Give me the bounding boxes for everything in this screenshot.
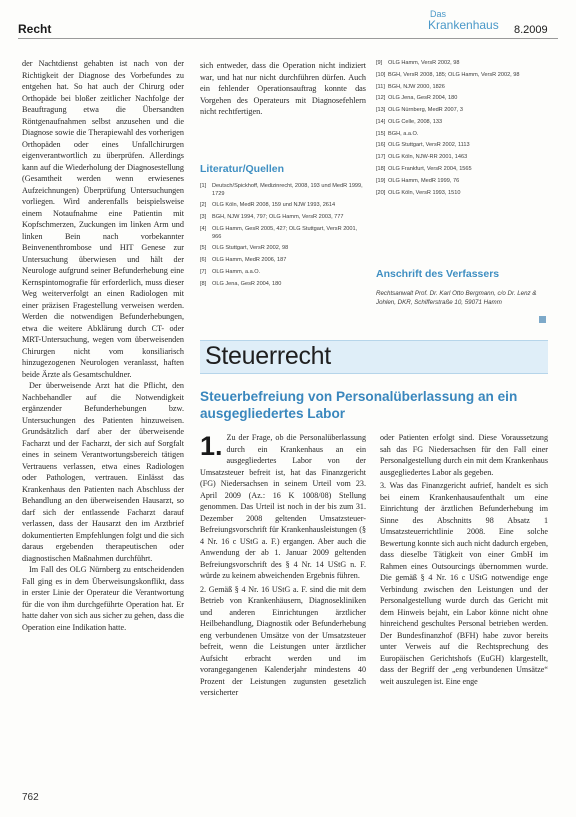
reference-item [200, 269, 365, 277]
reference-number: [7] [200, 268, 207, 275]
reference-number: [18] [376, 166, 386, 173]
reference-number: [1] [200, 183, 207, 189]
reference-text: OLG Hamm, a.a.O. [212, 268, 261, 275]
reference-number: [6] [200, 257, 207, 264]
address-title: Anschrift des Verfassers [376, 268, 500, 280]
reference-number: [3] [200, 214, 207, 221]
reference-item [376, 178, 546, 186]
paragraph: Zu der Frage, ob die Personalüberlassung durch ein Krankenhaus an ein ausgegliedertes Labor von der Umsatzsteuer befreit ist, hat das Finanzgericht (FG) Niedersachsen in seinem Urteil vom 23. April 2009 (Az.: 16 K 1008/08) Stellung genommen. Das Urteil ist noch in der bis zum 31. Dezember 2008 geltenden Umsatzsteuer-Befreiungsvorschrift für Krankenhausleistungen (§ 4 Nr. 16 c UStG a. F.) ergangen. Aber auch die Anwendung der ab 1. Januar 2009 geltenden Befreiungsvorschrift des § 4 Nr. 14 UStG n. F. würde zu keinem abweichenden Ergebnis führen. [200, 433, 366, 580]
article-dropcap: 1. [200, 432, 223, 461]
reference-text: OLG Hamm, MedR 2006, 187 [212, 257, 287, 264]
section-banner-title: Steuerrecht [205, 342, 331, 370]
magazine-logo-small: Das [430, 9, 447, 19]
reference-text: BGH, NJW 2000, 1826 [388, 83, 445, 90]
reference-text: BGH, NJW 1994, 797; OLG Hamm, VersR 2003, 777 [212, 214, 344, 221]
reference-number: [10] [376, 71, 386, 78]
reference-item [376, 190, 546, 198]
reference-text: OLG Köln, NJW-RR 2001, 1463 [388, 154, 468, 161]
reference-text: OLG Hamm, VersR 2002, 98 [388, 60, 460, 66]
article-column-1 [200, 432, 366, 790]
reference-text: OLG Hamm, MedR 1999, 76 [388, 177, 460, 184]
reference-item [200, 226, 365, 241]
reference-text: OLG Nürnberg, MedR 2007, 3 [388, 107, 463, 114]
reference-item [376, 72, 546, 80]
literature-title: Literatur/Quellen [200, 163, 285, 175]
paragraph: der Nachtdienst gehabten ist nach von der Richtigkeit der Diagnose des Vorbefundes zu entgehen hat. So hat auch der Chirurg oder Orthopäde bei bloßer zeitlicher Nachfolge der Beauftragung etwa die Übersandten Röntgenaufnahmen selbst anzusehen und die Diagnose sowie die Therapiewahl des vorherigen Orthopäden oder eines Unfallchirurgen eigenverantwortlich zu überprüfen. Allerdings kann auf die Wiederholung der Diagnosestellung (Gesamtheit werden wenn erwiesenes Aufzeichnungen) Überprüfung Untersuchungen vorliegen. Wird anderenfalls beispielsweise einem Notaufnahme eine Patientin mit Kopfschmerzen, Zuckungen im linken Arm und linken Bein nach vorbekannter Beinvenenthrombose und HIT Genese zur Untersuchung überwiesen und hält der Neurologe aufgrund seiner Befunderhebung eine Kernspintomografie für erforderlich, muss dieser Weg weiterverfolgt an einen Radiologen mit einer präzisen Fragestellung verweisen werden. Werden die notwendigen Befunderhebungen, etwa die weitere Abklärung durch CT- oder MRT-Untersuchung, wegen vom überweisenden Chirurgen nicht vom konsiliarisch hinzugezogenen Neurologen veranlasst, haften beide Ärzte als Gesamtschuldner. [22, 59, 184, 379]
literature-list [200, 183, 365, 292]
reference-text: OLG Köln, MedR 2008, 159 und NJW 1993, 2614 [212, 202, 336, 209]
reference-text: OLG Jena, GesR 2004, 180 [388, 95, 458, 102]
paragraph: sich entweder, dass die Operation nicht indiziert war, und hat nur nicht durchführen dürfen. Auch ein fehlender Operationsauftrag konnte das Vorgehen des Operateurs mit Diagnosefehlern nicht rechtfertigen. [200, 61, 366, 116]
reference-text: BGH, VersR 2008, 185; OLG Hamm, VersR 2002, 98 [388, 71, 520, 78]
body-column-2 [200, 60, 366, 140]
magazine-logo [428, 10, 499, 31]
reference-item [200, 245, 365, 253]
reference-text: OLG Celle, 2008, 133 [388, 118, 443, 125]
reference-text: BGH, a.a.O. [388, 130, 419, 137]
end-mark-icon [539, 316, 546, 323]
reference-text: OLG Hamm, GesR 2005, 427; OLG Stuttgart, VersR 2001, 966 [212, 225, 358, 240]
reference-number: [11] [376, 83, 385, 90]
reference-item [376, 166, 546, 174]
author-address: Rechtsanwalt Prof. Dr. Karl Otto Bergmann, c/o Dr. Lenz & Johlen, DKR, Schifferstraße 10, 59071 Hamm [376, 290, 537, 306]
reference-number: [19] [376, 177, 386, 184]
reference-text: OLG Jena, GesR 2004, 180 [212, 280, 282, 287]
paragraph: Im Fall des OLG Nürnberg zu entscheidenden Fall ging es in dem Überweisungskonflikt, dass in erster Linie der Operateur die Verantwortung für die von ihm durchgeführte Operation hat. Er hatte daher von sich aus sicher zu gehen, dass die Operation eine Indikation hatte. [22, 565, 184, 632]
article-headline: Steuerbefreiung von Personalüberlassung an ein ausgegliedertes Labor [200, 389, 518, 421]
reference-number: [4] [200, 225, 207, 232]
paragraph: 3. Was das Finanzgericht aufrief, handelt es sich bei einem Krankenhausaufenthalt um eine Einrichtung der ärztlichen Befunderhebung im Sinne des Abschnitts 98 Absatz 1 Umsatzsteuerrichtlinie 2008. Eine solche Bewertung konnte sich auch nicht dadurch ergeben, dass dieselbe Tätigkeit von einer GmbH im Rahmen eines Outsourcings übernommen wurde. Die gemäß § 4 Nr. 16 c UStG notwendige enge Verbindung zwischen den Leistungen und der Personalgestellung wurde durch das Gericht mit dem Hinweis bejaht, ein Labor könne nicht ohne hinreichend geschultes Personal betrieben werden. Der Bundesfinanzhof (BFH) habe zuvor bereits unter Verweis auf die Rechtsprechung des Europäischen Gerichtshofs (EuGH) klargestellt, dass der Begriff der „eng verbundenen Umsätze“ weit auszulegen ist. Eine enge [380, 481, 548, 686]
reference-text: OLG Köln, VersR 1993, 1510 [388, 189, 461, 196]
body-column-1 [22, 58, 184, 786]
reference-item [200, 214, 365, 222]
paragraph: Der überweisende Arzt hat die Pflicht, den Nachbehandler auf die Notwendigkeit ergänzender Befunderhebungen bzw. Untersuchungen des Patienten hinzuweisen. Grundsätzlich darf aber der überweisende Facharzt und der Facharzt, der sich auf Sorgfalt eines in seinem Verantwortungsbereich tätigen Vertrauens verlassen, etwa eines Radiologen oder Pathologen, vertrauen. Einlässt das Krankenhaus den Patienten nach Abschluss der Behandlung an den überweisenden Hausarzt, so darf sich der entlassende Facharzt darauf verlassen, dass der Hausarzt den im Arztbrief dokumentierten Empfehlungen folgt und die sich daraus ergebenden therapeutischen oder diagnostischen Maßnahmen durchführt. [22, 381, 184, 563]
section-label: Recht [18, 22, 52, 36]
reference-text: OLG Stuttgart, VersR 2002, 98 [212, 245, 289, 252]
magazine-logo-name: Krankenhaus [428, 18, 499, 32]
reference-item [376, 60, 546, 68]
reference-number: [12] [376, 95, 386, 102]
reference-number: [17] [376, 154, 386, 161]
reference-text: OLG Stuttgart, VersR 2002, 1113 [388, 142, 470, 149]
reference-number: [2] [200, 202, 207, 209]
reference-text: Deutsch/Spickhoff, Medizinrecht, 2008, 193 und MedR 1999, 1729 [212, 183, 363, 197]
reference-item [376, 131, 546, 139]
reference-number: [16] [376, 142, 386, 149]
reference-item [376, 84, 546, 92]
reference-item [200, 202, 365, 210]
header-rule [18, 38, 558, 39]
reference-number: [13] [376, 107, 386, 114]
reference-item [200, 281, 365, 289]
reference-item [376, 154, 546, 162]
reference-text: OLG Frankfurt, VersR 2004, 1565 [388, 166, 472, 173]
reference-item [200, 183, 365, 198]
article-column-2 [380, 432, 548, 790]
reference-number: [20] [376, 189, 386, 196]
reference-number: [5] [200, 245, 207, 252]
reference-number: [8] [200, 280, 207, 287]
reference-item [376, 107, 546, 115]
page-number: 762 [22, 792, 39, 803]
issue-number: 8.2009 [514, 24, 548, 36]
literature-list-continued [376, 60, 546, 201]
paragraph: 2. Gemäß § 4 Nr. 16 UStG a. F. sind die mit dem Betrieb von Krankenhäusern, Diagnosekliniken und anderen Einrichtungen ärztlicher Heilbehandlung, Diagnostik oder Befunderhebung eng verbundenen Umsätze von der Umsatzsteuer befreit, wenn die Leistungen unter ärztlicher Aufsicht erbracht werden und im vorangegangenen Kalenderjahr mindestens 40 Prozent der Leistungen zugunsten gesetzlich versicherter [200, 584, 366, 697]
paragraph: oder Patienten erfolgt sind. Diese Voraussetzung sah das FG Niedersachsen für den Fall einer Personalgestellung durch ein mit dem Krankenhaus ausgegliedertes Labor als gegeben. [380, 433, 548, 477]
reference-item [376, 95, 546, 103]
reference-item [376, 119, 546, 127]
reference-number: [15] [376, 130, 386, 137]
reference-number: [9] [376, 60, 383, 66]
reference-item [376, 142, 546, 150]
reference-item [200, 257, 365, 265]
reference-number: [14] [376, 118, 386, 125]
